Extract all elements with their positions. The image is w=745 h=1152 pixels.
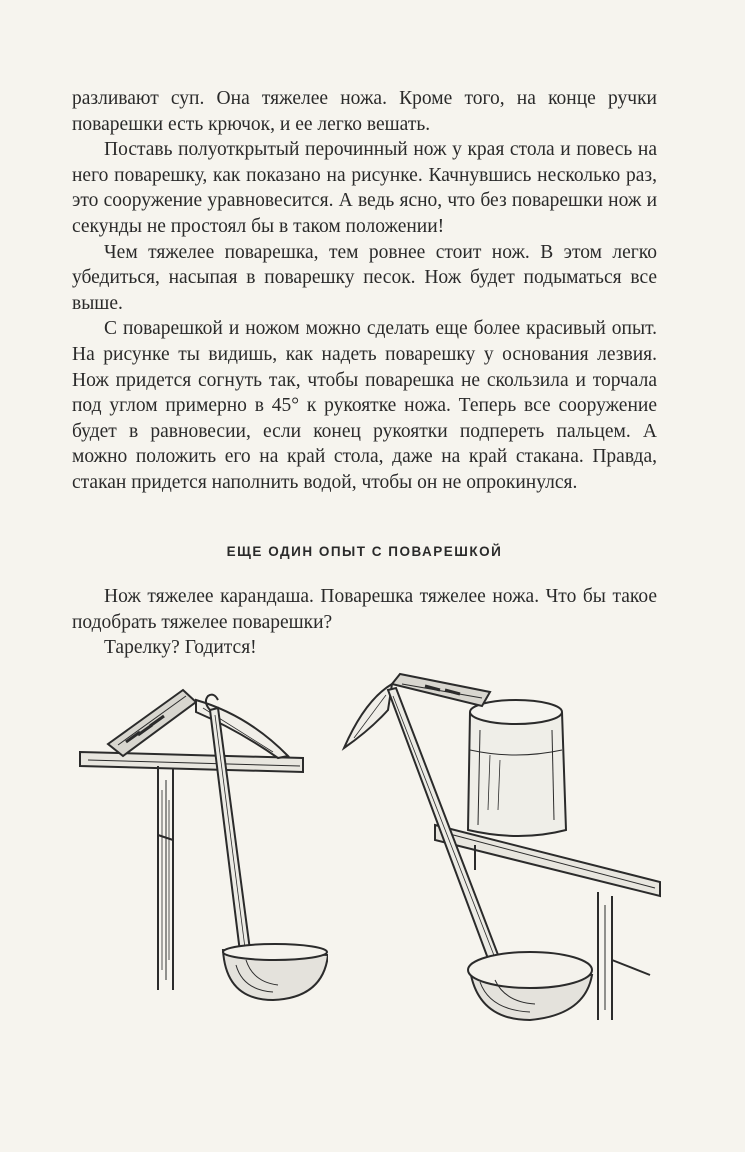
knife-ladle-table-drawing: [78, 660, 328, 1045]
paragraph-3: Чем тяжелее поварешка, тем ровнее стоит нож. В этом легко убедиться, насыпая в поварешку песок. Нож будет подыматься все выше.: [72, 241, 657, 314]
body-text: [72, 86, 657, 496]
paragraph-5: Нож тяжелее карандаша. Поварешка тяжелее ножа. Что бы такое подобрать тяжелее поварешки?: [72, 586, 657, 633]
paragraph-1: разливают суп. Она тяжелее ножа. Кроме того, на конце ручки поварешки есть крючок, и ее легко вешать.: [72, 88, 657, 135]
knife-ladle-glass-drawing: [330, 660, 665, 1045]
section-heading: ЕЩЕ ОДИН ОПЫТ С ПОВАРЕШКОЙ: [226, 544, 503, 559]
body-text-2: [72, 584, 657, 661]
illustration-knife-ladle-glass: [330, 660, 665, 1045]
paragraph-2: Поставь полуоткрытый перочинный нож у края стола и повесь на него поварешку, как показано на рисунке. Качнувшись несколько раз, это сооружение уравновесится. А ведь ясно, что без поварешки нож и секунды не простоял бы в таком положении!: [72, 139, 657, 237]
paragraph-6: Тарелку? Годится!: [104, 637, 257, 659]
paragraph-4: С поварешкой и ножом можно сделать еще более красивый опыт. На рисунке ты видишь, как надеть поварешку у основания лезвия. Нож придется согнуть так, чтобы поварешка не скользила и торчала под углом примерно в 45° к рукоятке ножа. Теперь все сооружение будет в равновесии, если конец рукоятки подпереть пальцем. А можно положить его на край стола, даже на край стакана. Правда, стакан придется наполнить водой, чтобы он не опрокинулся.: [72, 318, 657, 493]
illustration-knife-ladle-table: [78, 660, 328, 1045]
